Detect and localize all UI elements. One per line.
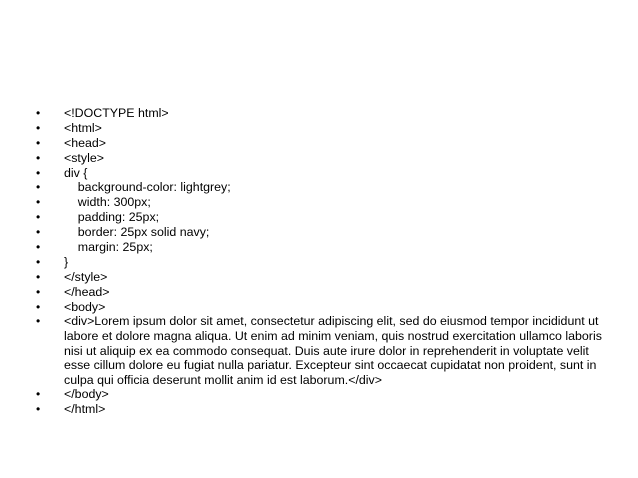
list-item [36,314,606,387]
list-item-text: div { [64,165,88,180]
bullet-icon: • [36,120,41,135]
list-item-text: } [64,254,69,269]
list-item-text: <head> [64,135,107,150]
list-item [36,285,606,300]
list-item [36,270,606,285]
list-item [36,300,606,315]
bullet-icon: • [36,240,41,255]
list-item-text: width: 300px; [64,195,151,210]
bullet-icon: • [36,225,41,240]
list-item [36,121,606,136]
bullet-icon: • [36,180,41,195]
list-item [36,136,606,151]
list-item [36,225,606,240]
list-item-text: <!DOCTYPE html> [64,106,169,120]
bullet-icon: • [36,314,41,329]
list-item [36,180,606,195]
bullet-icon: • [36,254,41,269]
bullet-icon: • [36,210,41,225]
list-item [36,255,606,270]
list-item [36,210,606,225]
bullet-icon: • [36,387,41,402]
list-item [36,240,606,255]
list-item-text: padding: 25px; [64,210,160,225]
list-item [36,106,606,121]
bullet-icon: • [36,284,41,299]
list-item-text: <html> [64,120,102,135]
list-item-text: <div>Lorem ipsum dolor sit amet, consectetur adipiscing elit, sed do eiusmod tempor incididunt ut labore et dolore magna aliqua. Ut enim ad minim veniam, quis nostrud exercitation ullamco laboris nisi ut aliquip ex ea commodo consequat. Duis aute irure dolor in reprehenderit in voluptate velit esse cillum dolore eu fugiat nulla pariatur. Excepteur sint occaecat cupidatat non proident, sunt in culpa qui officia deserunt mollit anim id est laborum.</div> [64,314,606,387]
list-item-text: border: 25px solid navy; [64,225,210,240]
list-item-text: </body> [64,387,109,402]
bullet-icon: • [36,150,41,165]
list-item [36,387,606,402]
list-item [36,166,606,181]
bullet-icon: • [36,195,41,210]
list-item-text: <body> [64,299,106,314]
bullet-icon: • [36,402,41,417]
list-item-text: margin: 25px; [64,240,153,255]
bullet-icon: • [36,269,41,284]
list-item-text: </html> [64,402,106,417]
bullet-icon: • [36,299,41,314]
bullet-icon: • [36,135,41,150]
list-item-text: <style> [64,150,104,165]
code-bullet-list [36,106,606,417]
list-item [36,402,606,417]
list-item [36,151,606,166]
list-item [36,195,606,210]
list-item-text: </style> [64,269,108,284]
list-item-text: </head> [64,284,110,299]
bullet-icon: • [36,106,41,120]
list-item-text: background-color: lightgrey; [64,180,231,195]
bullet-icon: • [36,165,41,180]
